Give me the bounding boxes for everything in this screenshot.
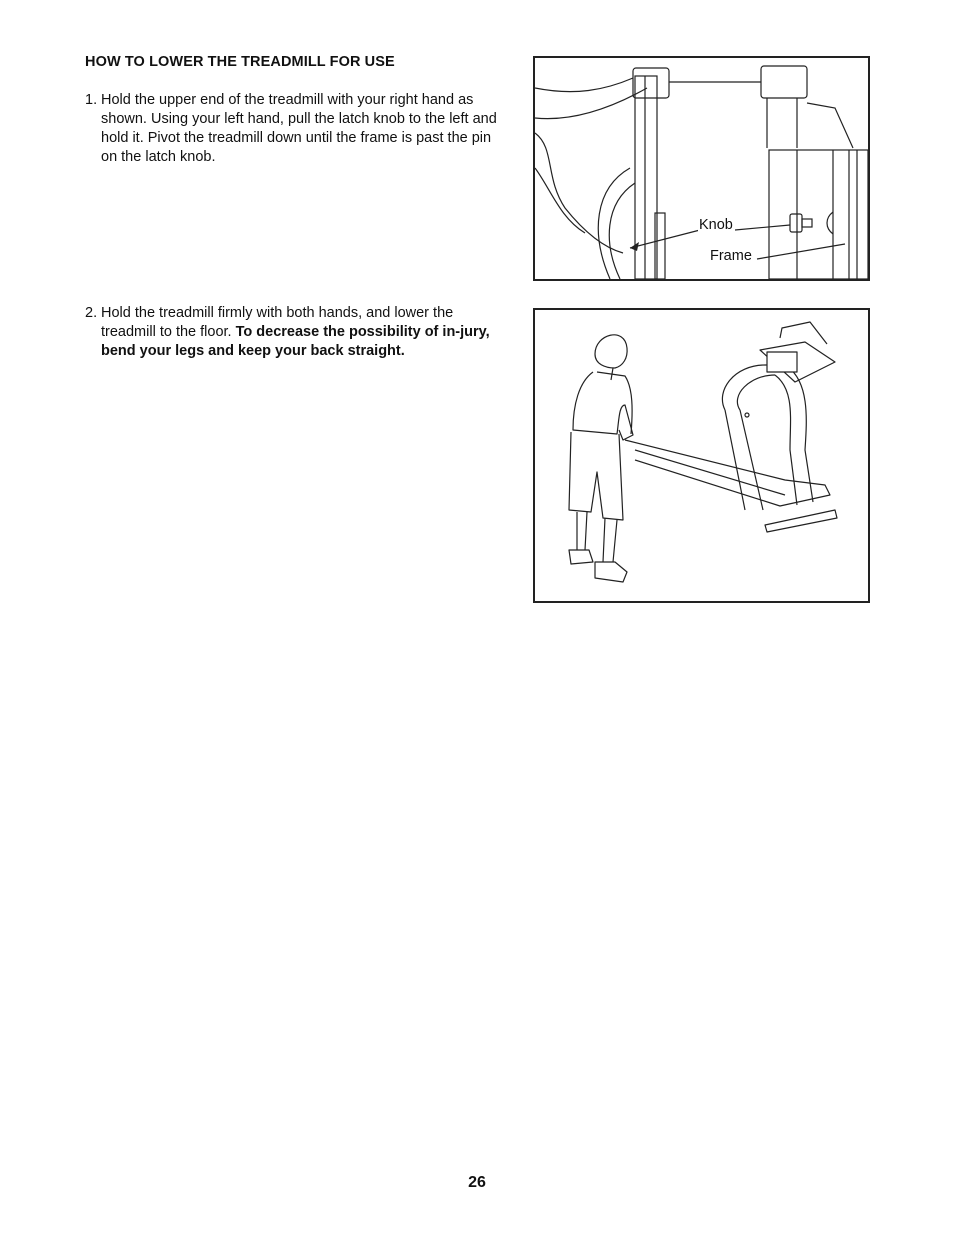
knob-callout: Knob	[699, 217, 733, 233]
page-number: 26	[468, 1174, 486, 1191]
figure-latch-knob	[533, 56, 870, 281]
lowering-illustration	[535, 310, 868, 601]
step-2	[85, 304, 497, 361]
step-1-number: 1.	[85, 92, 98, 108]
step-2-warning: To decrease the possibility of in-jury, bend your legs and keep your back straight.	[101, 324, 490, 359]
step-2-text: Hold the treadmill firmly with both hands, and lower the treadmill to the floor.	[101, 305, 454, 340]
step-2-number: 2.	[85, 305, 98, 321]
step-1	[85, 91, 497, 167]
section-heading: HOW TO LOWER THE TREADMILL FOR USE	[85, 54, 395, 70]
frame-callout: Frame	[710, 248, 752, 264]
step-1-text: Hold the upper end of the treadmill with your right hand as shown. Using your left hand, pull the latch knob to the left and hold it. Pivot the treadmill down until the frame is past the pin on the latch knob.	[101, 92, 497, 165]
figure-lowering-treadmill	[533, 308, 870, 603]
latch-illustration	[535, 58, 868, 279]
